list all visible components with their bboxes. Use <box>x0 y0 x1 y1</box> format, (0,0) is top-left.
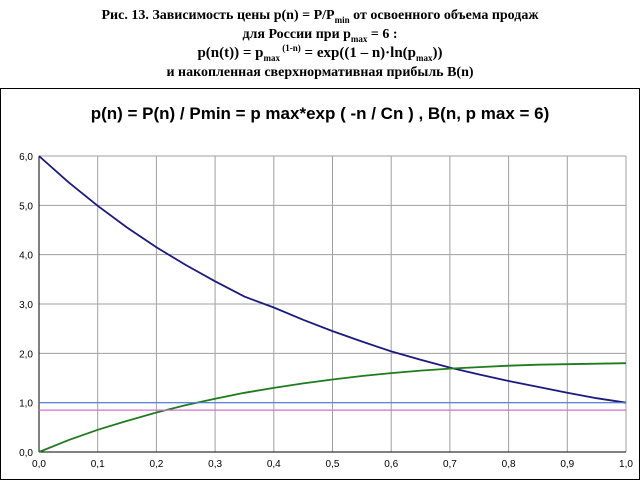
x-tick-label: 0,9 <box>560 459 575 470</box>
caption-line-2: для России при $p_{max} = 6$ : <box>242 27 398 44</box>
y-tick-label: 6,0 <box>19 152 33 163</box>
y-tick-label: 5,0 <box>19 201 33 213</box>
x-tick-label: 0,4 <box>266 459 281 470</box>
x-tick-label: 0,6 <box>384 459 399 470</box>
x-tick-label: 0,2 <box>149 459 164 470</box>
caption-line-1: Рис. 13. Зависимость цены $p(n) = P/P_{min}$ от освоенного объема продаж <box>101 8 539 25</box>
x-tick-label: 0,1 <box>90 459 105 470</box>
y-tick-label: 0,0 <box>19 448 33 459</box>
y-tick-label: 2,0 <box>19 349 33 361</box>
y-tick-label: 3,0 <box>19 300 33 311</box>
chart-title: p(n) = P(n) / Pmin = p max*exp ( -n / Cn ) , B(n, p max = 6) <box>90 104 550 123</box>
x-tick-label: 0,0 <box>32 459 46 470</box>
y-tick-label: 1,0 <box>19 398 33 410</box>
x-tick-label: 0,7 <box>442 459 457 470</box>
x-tick-label: 0,8 <box>501 459 516 470</box>
caption-line-3: $p(n(t)) = p_{max}$ $^{(1-n)} = \exp((1 - n)\cdot\ln(p_{max}))$ <box>197 43 443 63</box>
caption-line-4: и накопленная сверхнормативная прибыль B(n) <box>166 65 474 80</box>
y-tick-label: 4,0 <box>19 250 33 262</box>
x-tick-label: 1,0 <box>619 459 633 470</box>
x-tick-label: 0,3 <box>208 459 223 470</box>
x-tick-label: 0,5 <box>325 459 340 470</box>
